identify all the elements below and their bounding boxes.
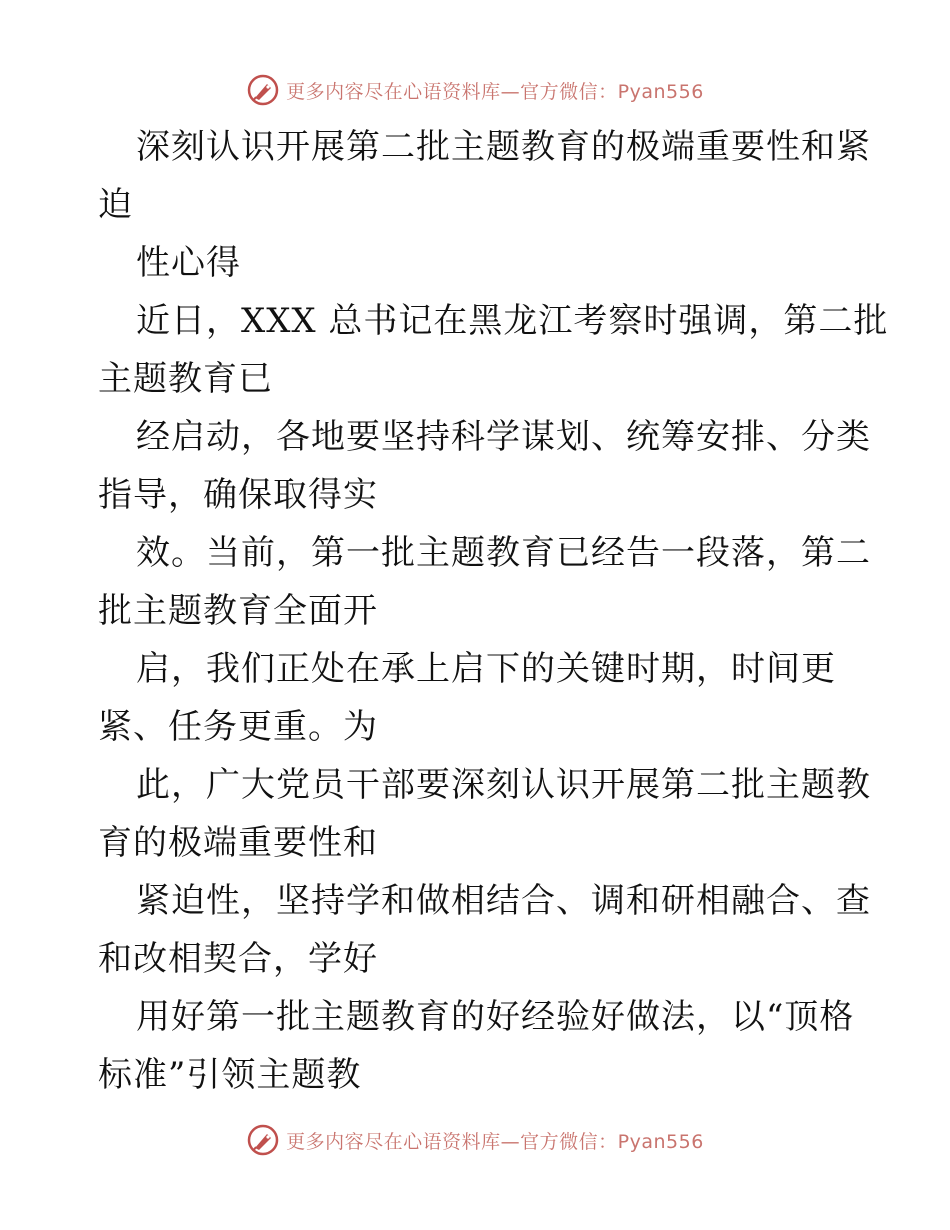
paragraph-line: 紧迫性，坚持学和做相结合、调和研相融合、查 — [136, 881, 871, 921]
pen-nib-logo-icon — [246, 73, 280, 107]
paragraph-line: 此，广大党员干部要深刻认识开展第二批主题教 — [136, 765, 871, 805]
paragraph-line: 标准”引领主题教 — [98, 1055, 362, 1095]
title-line-3: 性心得 — [136, 243, 241, 283]
header-banner-text: 更多内容尽在心语资料库—官方微信：Pyan556 — [286, 80, 704, 103]
title-line-1: 深刻认识开展第二批主题教育的极端重要性和紧 — [136, 127, 871, 167]
title-line-2: 迫 — [98, 185, 133, 225]
paragraph-line: 主题教育已 — [98, 359, 273, 399]
paragraph-line: 紧、任务更重。为 — [98, 707, 378, 747]
footer-banner-text: 更多内容尽在心语资料库—官方微信：Pyan556 — [286, 1130, 704, 1153]
paragraph-line: 指导，确保取得实 — [98, 475, 378, 515]
paragraph-line: 近日，XXX 总书记在黑龙江考察时强调，第二批 — [136, 301, 889, 341]
paragraph-line: 育的极端重要性和 — [98, 823, 378, 863]
paragraph-line: 和改相契合，学好 — [98, 939, 378, 979]
paragraph-line: 批主题教育全面开 — [98, 591, 378, 631]
paragraph-line: 经启动，各地要坚持科学谋划、统筹安排、分类 — [136, 417, 871, 457]
document-body — [98, 118, 889, 1104]
paragraph-line: 用好第一批主题教育的好经验好做法，以“顶格 — [136, 997, 855, 1037]
footer-banner — [0, 1120, 950, 1160]
paragraph-line: 启，我们正处在承上启下的关键时期，时间更 — [136, 649, 836, 689]
paragraph-line: 效。当前，第一批主题教育已经告一段落，第二 — [136, 533, 871, 573]
pen-nib-logo-icon — [246, 1123, 280, 1157]
header-banner — [0, 70, 950, 110]
